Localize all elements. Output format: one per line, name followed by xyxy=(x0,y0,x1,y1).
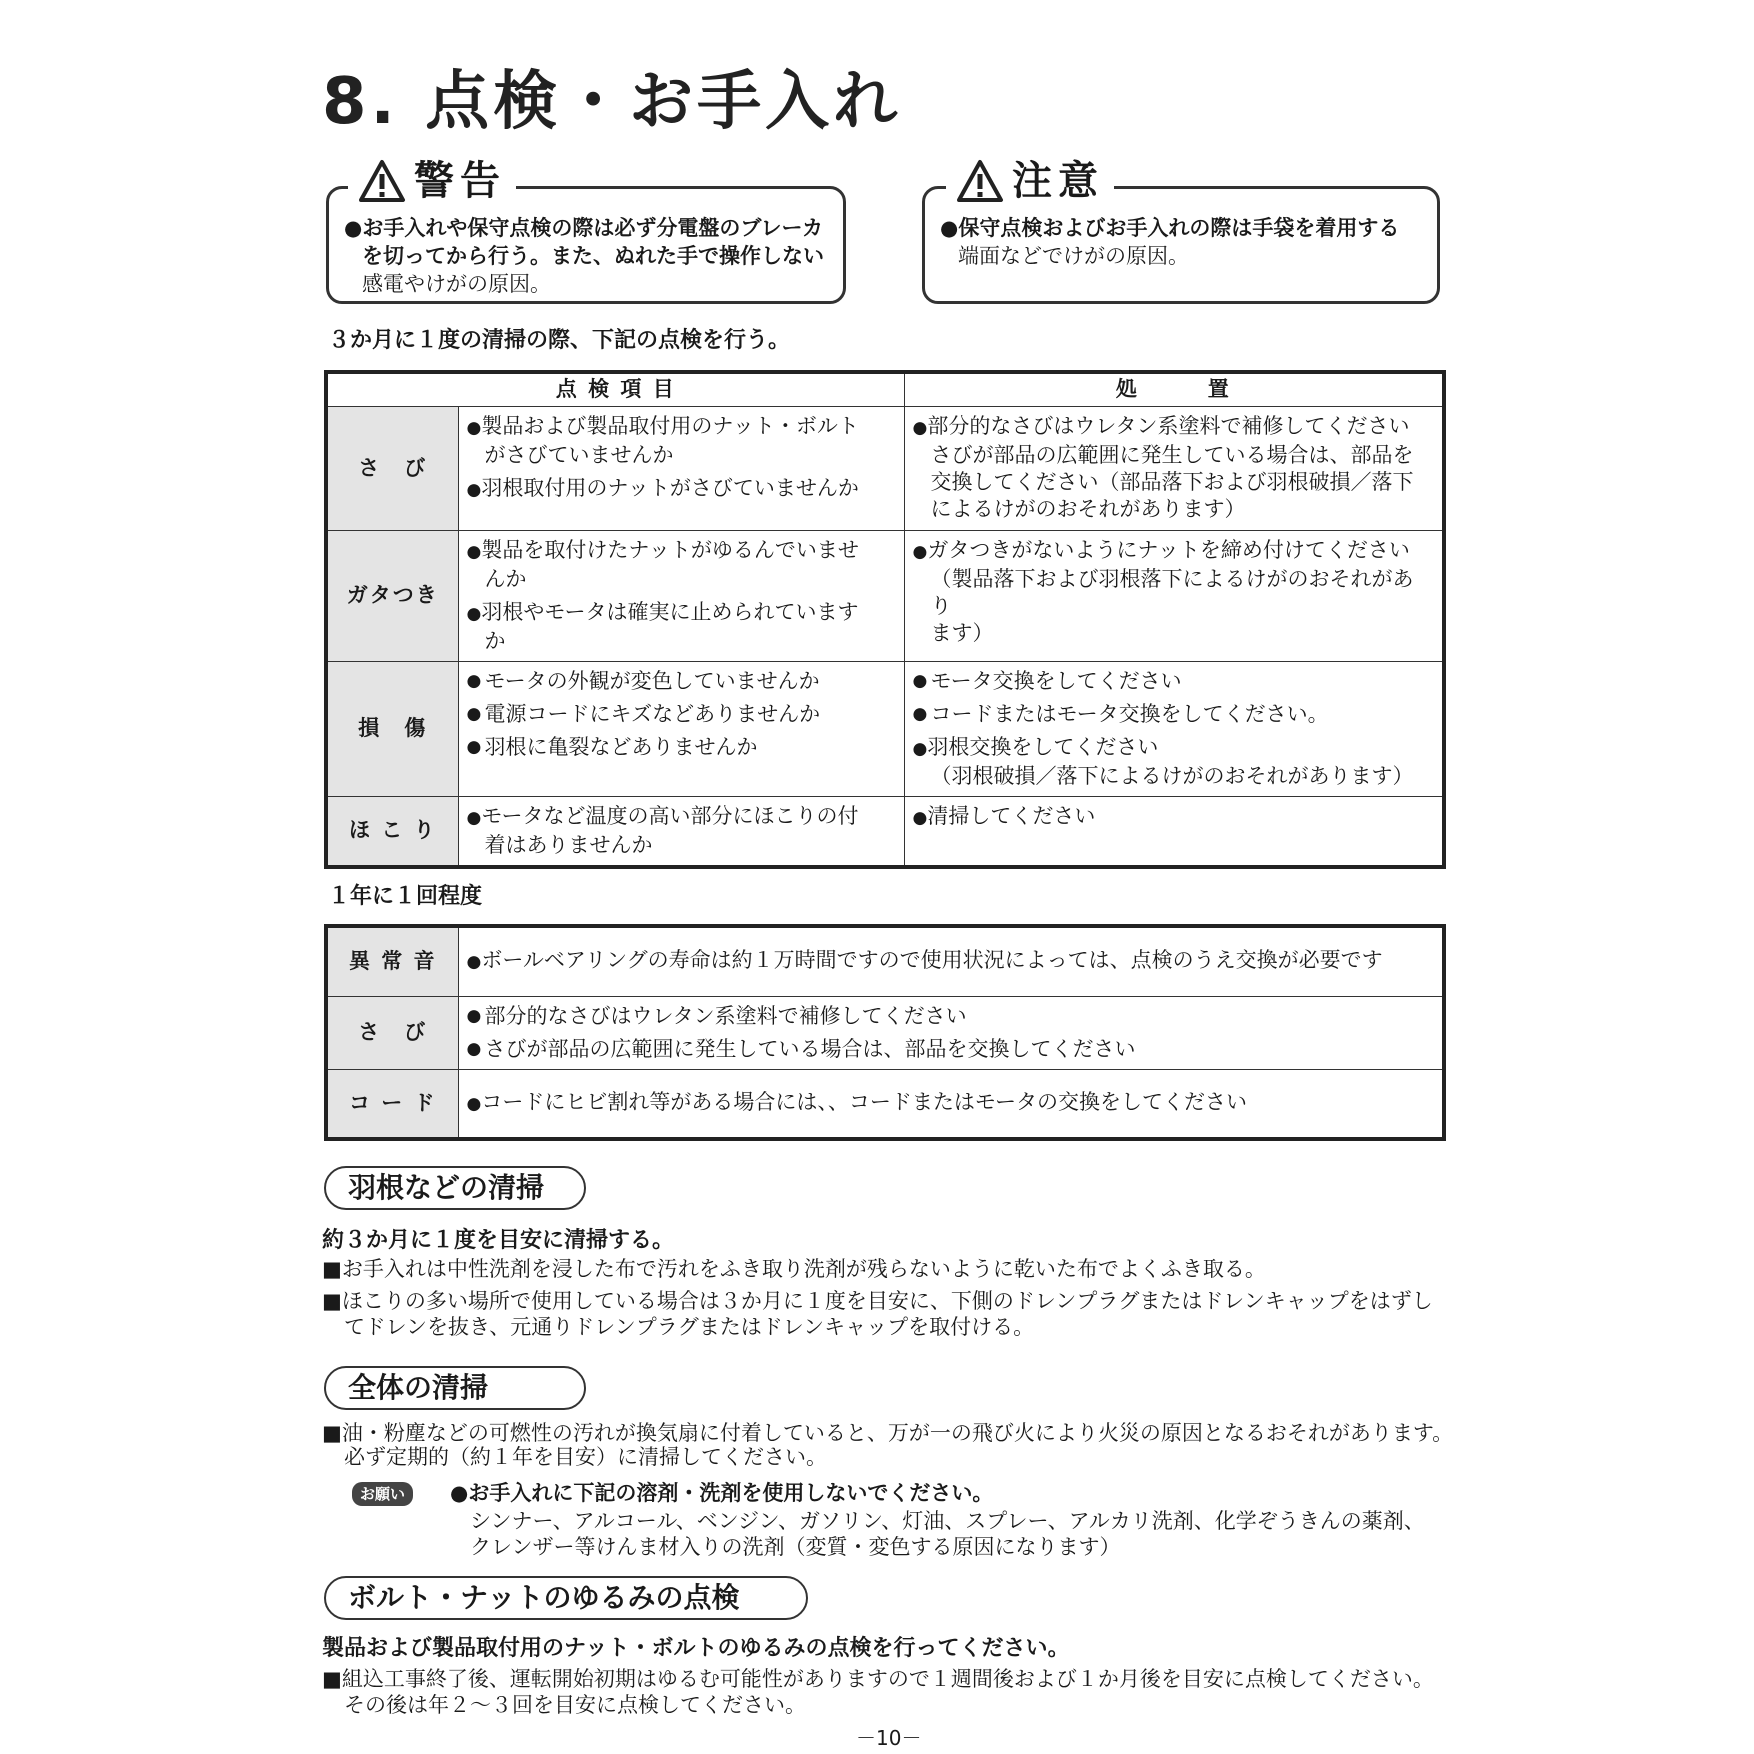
caution-heading-text: 注意 xyxy=(1012,158,1104,204)
list-item: ●ボールベアリングの寿命は約１万時間ですので使用状況によっては、点検のうえ交換が必要です xyxy=(466,948,1383,973)
section-heading-blade-cleaning: 羽根などの清掃 xyxy=(324,1166,586,1210)
bolt-check-p1-line1: ■組込工事終了後、運転開始初期はゆるむ可能性がありますので１週間後および１か月後を目安に点検してください。 xyxy=(322,1667,1434,1691)
category-cell: 異 常 音 xyxy=(326,926,458,996)
items-cell xyxy=(458,530,904,661)
list-item: ●部分的なさびはウレタン系塗料で補修してください xyxy=(912,413,1410,438)
table-row xyxy=(326,926,1444,996)
request-text: ●お手入れに下記の溶剤・洗剤を使用しないでください。 xyxy=(450,1481,994,1505)
list-item-continuation: ます） xyxy=(930,620,994,645)
page-title: 8. 点検・お手入れ xyxy=(322,65,902,139)
warning-triangle-icon xyxy=(358,159,406,203)
bolt-check-subtitle: 製品および製品取付用のナット・ボルトのゆるみの点検を行ってください。 xyxy=(322,1636,1070,1661)
table-row xyxy=(326,996,1444,1069)
list-item-continuation: か xyxy=(484,628,506,653)
solvents-line-1: シンナー、アルコール、ベンジン、ガソリン、灯油、スプレー、アルカリ洗剤、化学ぞうきんの薬剤、 xyxy=(470,1509,1425,1533)
yearly-inspection-table xyxy=(324,924,1446,1141)
solvents-line-2: クレンザー等けんま材入りの洗剤（変質・変色する原因になります） xyxy=(470,1535,1121,1559)
items-cell xyxy=(458,996,1444,1069)
table-row xyxy=(326,406,1444,530)
list-item: ● 羽根に亀裂などありませんか xyxy=(466,734,758,759)
list-item-continuation: がさびていませんか xyxy=(484,442,674,467)
table-row xyxy=(326,796,1444,867)
items-cell xyxy=(458,661,904,796)
items-cell xyxy=(458,406,904,530)
caution-heading xyxy=(946,156,1114,206)
caution-triangle-icon xyxy=(956,159,1004,203)
list-item-continuation: （羽根破損／落下によるけがのおそれがあります） xyxy=(930,763,1414,788)
section-heading-bolt-check: ボルト・ナットのゆるみの点検 xyxy=(324,1576,808,1620)
table-row xyxy=(326,530,1444,661)
actions-cell xyxy=(904,530,1444,661)
list-item: ●ガタつきがないようにナットを締め付けてください xyxy=(912,537,1410,562)
list-item: ● 電源コードにキズなどありませんか xyxy=(466,701,821,726)
list-item: ● 部分的なさびはウレタン系塗料で補修してください xyxy=(466,1003,967,1028)
items-cell xyxy=(458,1069,1444,1139)
list-item-continuation: 交換してください（部品落下および羽根破損／落下 xyxy=(930,469,1414,494)
header-action: 処 置 xyxy=(904,372,1444,406)
category-cell: ほ こ り xyxy=(326,796,458,867)
blade-cleaning-p2-line2: てドレンを抜き、元通りドレンプラグまたはドレンキャップを取付ける。 xyxy=(344,1315,1035,1339)
list-item: ●羽根やモータは確実に止められています xyxy=(466,599,859,624)
quarterly-inspection-table xyxy=(324,370,1446,869)
category-cell: さ び xyxy=(326,406,458,530)
category-cell: さ び xyxy=(326,996,458,1069)
list-item: ●製品を取付けたナットがゆるんでいませ xyxy=(466,537,859,562)
category-cell: コ ー ド xyxy=(326,1069,458,1139)
list-item: ● コードまたはモータ交換をしてください。 xyxy=(912,701,1329,726)
blade-cleaning-p2-line1: ■ほこりの多い場所で使用している場合は３か月に１度を目安に、下側のドレンプラグまたはドレンキャップをはずし xyxy=(322,1289,1433,1313)
header-inspection-item: 点 検 項 目 xyxy=(326,372,904,406)
bolt-check-p1-line2: その後は年２～３回を目安に点検してください。 xyxy=(344,1693,806,1717)
list-item: ●清掃してください xyxy=(912,803,1096,828)
warning-heading xyxy=(348,156,516,206)
warning-line-2: を切ってから行う。また、ぬれた手で操作しない xyxy=(362,244,824,268)
list-item: ● モータ交換をしてください xyxy=(912,668,1182,693)
warning-line-1: ●お手入れや保守点検の際は必ず分電盤のブレーカ xyxy=(344,216,824,240)
warning-note: 感電やけがの原因。 xyxy=(362,272,551,296)
items-cell xyxy=(458,796,904,867)
list-item: ● さびが部品の広範囲に発生している場合は、部品を交換してください xyxy=(466,1036,1136,1061)
list-item-continuation: （製品落下および羽根落下によるけがのおそれがあり xyxy=(930,566,1414,618)
section-heading-overall-cleaning: 全体の清掃 xyxy=(324,1366,586,1410)
caution-note: 端面などでけがの原因。 xyxy=(958,244,1189,268)
list-item-continuation: んか xyxy=(484,566,527,591)
request-badge: お願い xyxy=(352,1482,413,1506)
overall-cleaning-p1-line1: ■油・粉塵などの可燃性の汚れが換気扇に付着していると、万が一の飛び火により火災の原因となるおそれがあります。 xyxy=(322,1421,1454,1445)
actions-cell xyxy=(904,661,1444,796)
list-item-continuation: さびが部品の広範囲に発生している場合は、部品を xyxy=(930,442,1414,467)
table-row xyxy=(326,1069,1444,1139)
overall-cleaning-p1-line2: 必ず定期的（約１年を目安）に清掃してください。 xyxy=(344,1445,827,1469)
items-cell xyxy=(458,926,1444,996)
caution-line: ●保守点検およびお手入れの際は手袋を着用する xyxy=(940,216,1400,240)
list-item: ●羽根交換をしてください xyxy=(912,734,1159,759)
blade-cleaning-subtitle: 約３か月に１度を目安に清掃する。 xyxy=(322,1228,675,1253)
table-row xyxy=(326,661,1444,796)
category-cell: 損 傷 xyxy=(326,661,458,796)
category-cell: ガタつき xyxy=(326,530,458,661)
list-item: ●モータなど温度の高い部分にほこりの付 xyxy=(466,803,859,828)
list-item: ●コードにヒビ割れ等がある場合には、、コードまたはモータの交換をしてください xyxy=(466,1089,1248,1114)
warning-heading-text: 警告 xyxy=(414,158,506,204)
list-item: ● モータの外観が変色していませんか xyxy=(466,668,820,693)
yearly-label: １年に１回程度 xyxy=(328,884,483,909)
page-number: －10－ xyxy=(856,1726,922,1750)
blade-cleaning-p1: ■お手入れは中性洗剤を浸した布で汚れをふき取り洗剤が残らないように乾いた布でよくふき取る。 xyxy=(322,1257,1266,1281)
list-item-continuation: 着はありませんか xyxy=(484,832,653,857)
list-item: ●製品および製品取付用のナット・ボルト xyxy=(466,413,859,438)
list-item-continuation: によるけがのおそれがあります） xyxy=(930,496,1246,521)
table-header-row xyxy=(326,372,1444,406)
quarterly-label: ３か月に１度の清掃の際、下記の点検を行う。 xyxy=(328,328,791,353)
actions-cell xyxy=(904,406,1444,530)
list-item: ●羽根取付用のナットがさびていませんか xyxy=(466,475,859,500)
actions-cell xyxy=(904,796,1444,867)
